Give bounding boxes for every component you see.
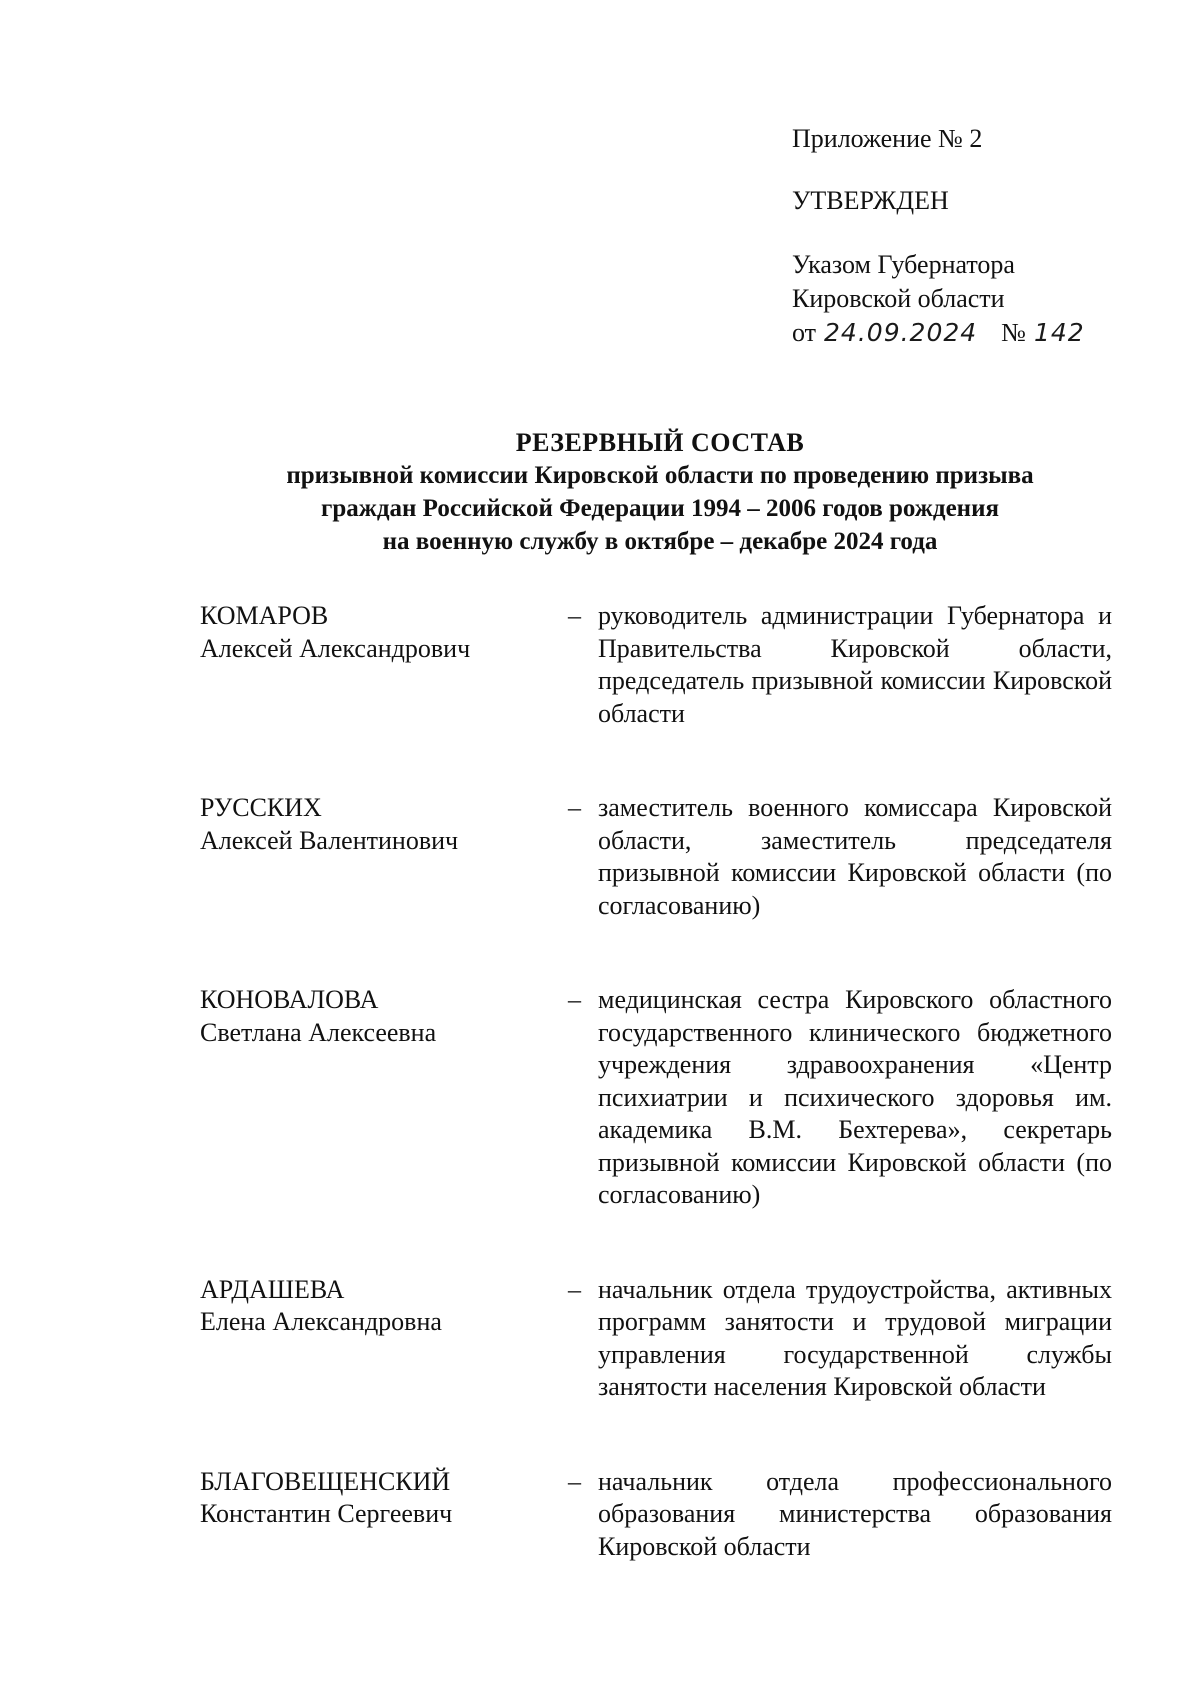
title-main: РЕЗЕРВНЫЙ СОСТАВ xyxy=(515,428,805,457)
member-row xyxy=(200,984,1112,1212)
member-row xyxy=(200,792,1112,922)
member-given-names: Алексей Александрович xyxy=(200,633,471,663)
member-dash: – xyxy=(568,1274,581,1304)
member-surname: АРДАШЕВА xyxy=(200,1274,345,1304)
appendix-block xyxy=(792,122,1152,350)
member-name xyxy=(200,1274,560,1404)
member-position: заместитель военного комиссара Кировской области, заместитель председателя призывной комиссии Кировской области (по согласованию) xyxy=(598,793,1112,920)
member-row xyxy=(200,1466,1112,1564)
member-dash: – xyxy=(568,1466,581,1496)
member-given-names: Алексей Валентинович xyxy=(200,825,459,855)
member-name xyxy=(200,1466,560,1564)
member-surname: КОНОВАЛОВА xyxy=(200,985,379,1014)
member-name xyxy=(200,600,560,730)
decree-line-2: Кировской области xyxy=(792,284,1005,313)
member-given-names: Константин Сергеевич xyxy=(200,1499,453,1528)
member-dash: – xyxy=(568,793,581,822)
member-surname: КОМАРОВ xyxy=(200,601,329,630)
title-line-2: призывной комиссии Кировской области по проведению призыва xyxy=(286,462,1034,489)
member-row xyxy=(200,600,1112,730)
member-position: медицинская сестра Кировского областного государственного клинического бюджетного учреждения здравоохранения «Центр психиатрии и психического здоровья им. академика В.М. Бехтерева», секретарь призывной комиссии Кировской области (по согласованию) xyxy=(598,985,1112,1209)
date-prefix: от xyxy=(792,318,817,347)
handwritten-date: 24.09.2024 xyxy=(824,318,978,347)
member-name xyxy=(200,984,560,1212)
number-prefix: № xyxy=(1001,318,1026,347)
approved-label: УТВЕРЖДЕН xyxy=(792,186,949,215)
title-line-4: на военную службу в октябре – декабре 2024 года xyxy=(382,528,938,555)
members-list xyxy=(200,600,1112,1563)
appendix-label: Приложение № 2 xyxy=(792,124,983,153)
member-row xyxy=(200,1274,1112,1404)
member-dash: – xyxy=(568,985,581,1014)
member-name xyxy=(200,792,560,922)
decree-date-line xyxy=(792,316,1152,350)
member-position: начальник отдела трудоустройства, активных программ занятости и трудовой миграции управления государственной службы занятости населения Кировской области xyxy=(598,1274,1112,1401)
member-surname: РУССКИХ xyxy=(200,793,322,822)
decree-line-1: Указом Губернатора xyxy=(792,250,1015,279)
member-surname: БЛАГОВЕЩЕНСКИЙ xyxy=(200,1466,451,1496)
member-given-names: Елена Александровна xyxy=(200,1307,442,1336)
member-position: руководитель администрации Губернатора и Правительства Кировской области, председатель призывной комиссии Кировской области xyxy=(598,601,1112,728)
member-position: начальник отдела профессионального образования министерства образования Кировской области xyxy=(598,1466,1112,1561)
title-line-3: граждан Российской Федерации 1994 – 2006 годов рождения xyxy=(320,495,1000,522)
member-given-names: Светлана Алексеевна xyxy=(200,1017,437,1047)
document-title xyxy=(150,426,1170,558)
member-dash: – xyxy=(568,601,581,630)
handwritten-number: 142 xyxy=(1033,318,1085,347)
